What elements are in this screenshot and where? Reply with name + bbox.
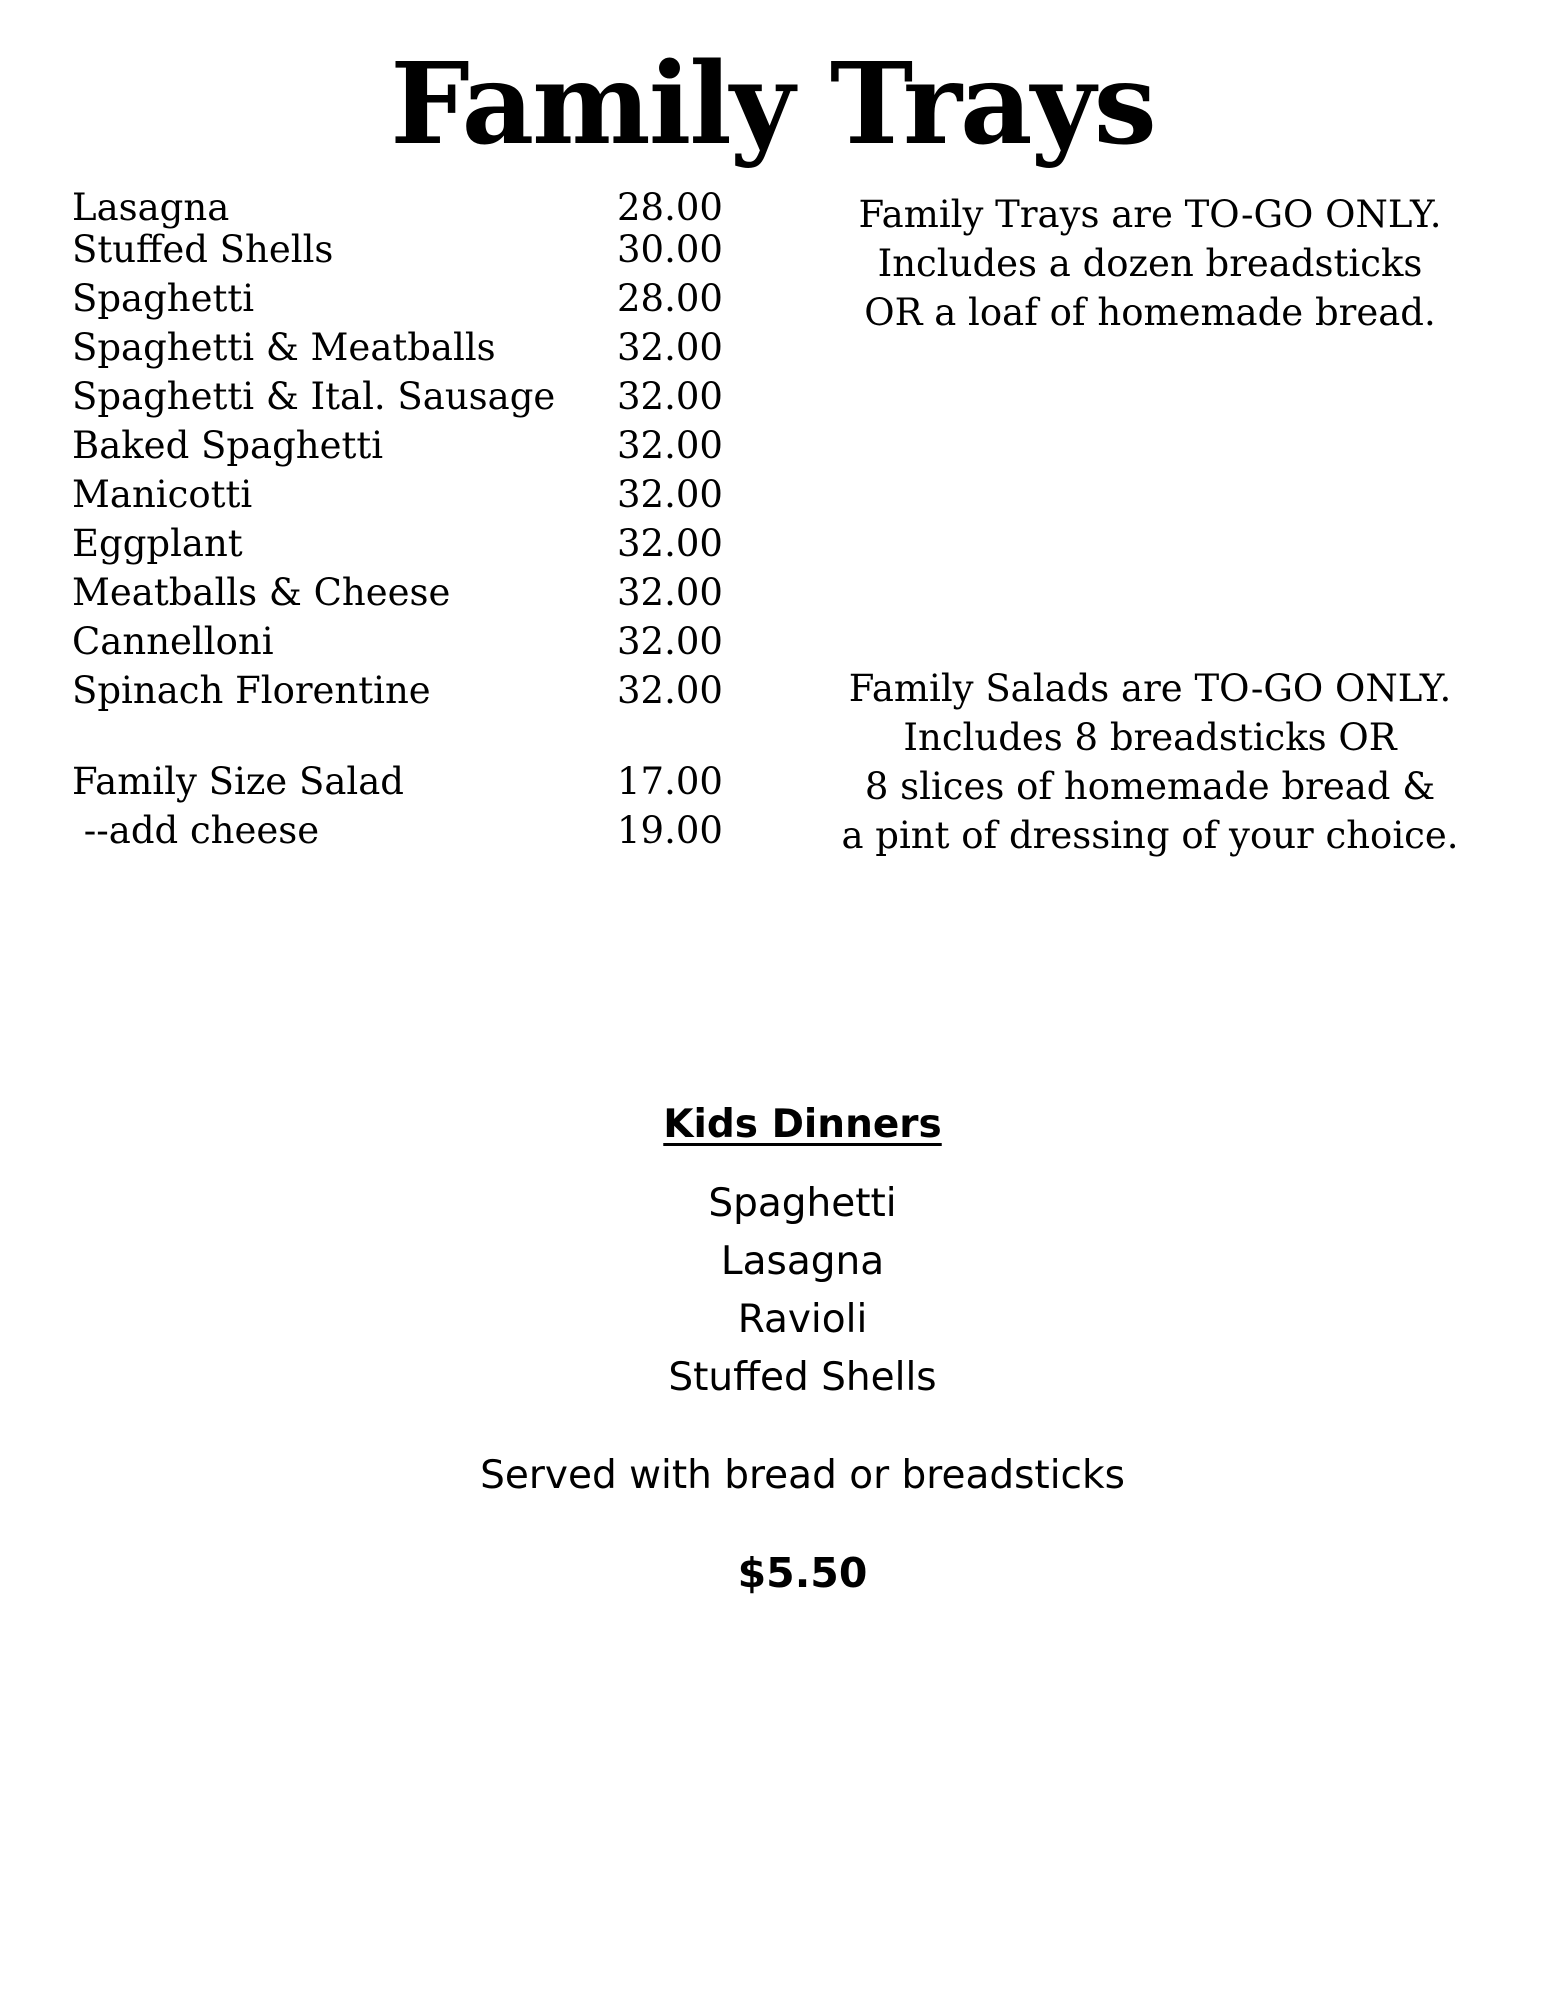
menu-item-price: 32.00: [617, 620, 723, 663]
page-title: Family Trays: [390, 39, 1155, 170]
menu-item-name: --add cheese: [72, 809, 320, 852]
salads-note: [800, 664, 1500, 860]
menu-item: [72, 183, 752, 229]
menu-item-price: 28.00: [617, 277, 723, 320]
menu-item-price: 32.00: [617, 424, 723, 467]
menu-item-name: Cannelloni: [72, 620, 274, 663]
menu-item-price: 32.00: [617, 375, 723, 418]
trays-note: [800, 190, 1500, 337]
kids-dinners-section: [0, 1095, 1545, 1603]
menu-item: [72, 519, 752, 568]
menu-item-price: 32.00: [617, 522, 723, 565]
menu-item: [72, 421, 752, 470]
menu-item: [72, 806, 752, 855]
menu-item: [72, 617, 752, 666]
note-line: Includes a dozen breadsticks: [877, 242, 1423, 285]
note-line: Family Salads are TO-GO ONLY.: [848, 667, 1452, 710]
menu-item: [72, 757, 752, 806]
menu-item: [72, 323, 752, 372]
kids-price: $5.50: [737, 1549, 868, 1597]
menu-item: [72, 274, 752, 323]
menu-item-name: Stuffed Shells: [72, 228, 334, 271]
menu-item: [72, 470, 752, 519]
kids-dinner-item: Ravioli: [737, 1297, 868, 1342]
note-line: a pint of dressing of your choice.: [841, 814, 1459, 857]
menu-item-name: Meatballs & Cheese: [72, 571, 451, 614]
kids-dinner-item: Lasagna: [720, 1239, 885, 1284]
menu-item-name: Baked Spaghetti: [72, 424, 384, 467]
menu-item: [72, 372, 752, 421]
kids-served-with: Served with bread or breadsticks: [480, 1453, 1125, 1498]
menu-item-name: Spaghetti & Ital. Sausage: [72, 375, 556, 418]
menu-item-name: Family Size Salad: [72, 760, 404, 803]
menu-item-price: 30.00: [617, 228, 723, 271]
menu-item-name: Spinach Florentine: [72, 669, 431, 712]
menu-item-price: 28.00: [617, 186, 723, 229]
note-line: 8 slices of homemade bread &: [864, 765, 1436, 808]
menu-item-name: Manicotti: [72, 473, 253, 516]
kids-dinner-item: Stuffed Shells: [668, 1355, 937, 1400]
menu-item: [72, 568, 752, 617]
menu-item: [72, 666, 752, 715]
menu-item-price: 32.00: [617, 571, 723, 614]
menu-item-price: 32.00: [617, 669, 723, 712]
note-line: OR a loaf of homemade bread.: [864, 291, 1436, 334]
family-trays-list: [72, 183, 752, 715]
menu-item-name: Spaghetti & Meatballs: [72, 326, 496, 369]
kids-dinners-list: [0, 1175, 1545, 1407]
kids-dinners-heading: Kids Dinners: [663, 1102, 942, 1147]
menu-item-price: 32.00: [617, 473, 723, 516]
note-line: Includes 8 breadsticks OR: [903, 716, 1397, 759]
menu-item-name: Lasagna: [72, 186, 230, 229]
menu-item: [72, 225, 752, 274]
family-salads-list: [72, 757, 752, 855]
note-line: Family Trays are TO-GO ONLY.: [858, 193, 1442, 236]
kids-dinner-item: Spaghetti: [708, 1181, 897, 1226]
menu-item-name: Eggplant: [72, 522, 243, 565]
menu-item-price: 19.00: [617, 809, 723, 852]
menu-item-price: 32.00: [617, 326, 723, 369]
menu-item-price: 17.00: [617, 760, 723, 803]
menu-item-name: Spaghetti: [72, 277, 255, 320]
